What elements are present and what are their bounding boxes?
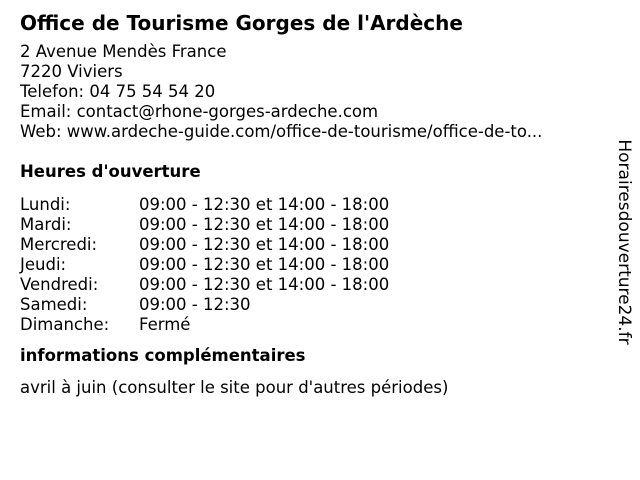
hours-heading: Heures d'ouverture — [20, 162, 201, 181]
hours-time: 09:00 - 12:30 — [139, 295, 251, 314]
site-watermark: Horairesdouverture24.fr — [614, 139, 634, 345]
hours-day: Mardi: — [20, 215, 72, 234]
hours-day: Samedi: — [20, 295, 88, 314]
hours-row — [20, 255, 389, 275]
hours-time: 09:00 - 12:30 et 14:00 - 18:00 — [139, 235, 390, 254]
contact-block — [20, 42, 610, 142]
hours-time: Fermé — [139, 315, 191, 334]
hours-day: Dimanche: — [20, 315, 110, 334]
hours-time: 09:00 - 12:30 et 14:00 - 18:00 — [139, 275, 390, 294]
hours-row — [20, 195, 389, 215]
email-text[interactable]: Email: contact@rhone-gorges-ardeche.com — [20, 102, 379, 121]
info-text: avril à juin (consulter le site pour d'autres périodes) — [20, 378, 449, 397]
hours-day: Mercredi: — [20, 235, 98, 254]
hours-day: Jeudi: — [20, 255, 67, 274]
hours-day: Lundi: — [20, 195, 71, 214]
hours-row — [20, 295, 389, 315]
hours-row — [20, 275, 389, 295]
phone-text[interactable]: Telefon: 04 75 54 54 20 — [20, 82, 216, 101]
office-card — [20, 10, 610, 398]
hours-row — [20, 315, 389, 335]
hours-row — [20, 235, 389, 255]
address-line-2: 7220 Viviers — [20, 62, 123, 81]
web-text[interactable]: Web: www.ardeche-guide.com/office-de-tourisme/office-de-to... — [20, 122, 543, 141]
info-heading: informations complémentaires — [20, 346, 306, 365]
hours-time: 09:00 - 12:30 et 14:00 - 18:00 — [139, 195, 390, 214]
address-line-1: 2 Avenue Mendès France — [20, 42, 227, 61]
hours-day: Vendredi: — [20, 275, 99, 294]
hours-table — [20, 195, 389, 335]
hours-time: 09:00 - 12:30 et 14:00 - 18:00 — [139, 215, 390, 234]
office-title: Office de Tourisme Gorges de l'Ardèche — [20, 11, 463, 35]
hours-time: 09:00 - 12:30 et 14:00 - 18:00 — [139, 255, 390, 274]
hours-row — [20, 215, 389, 235]
